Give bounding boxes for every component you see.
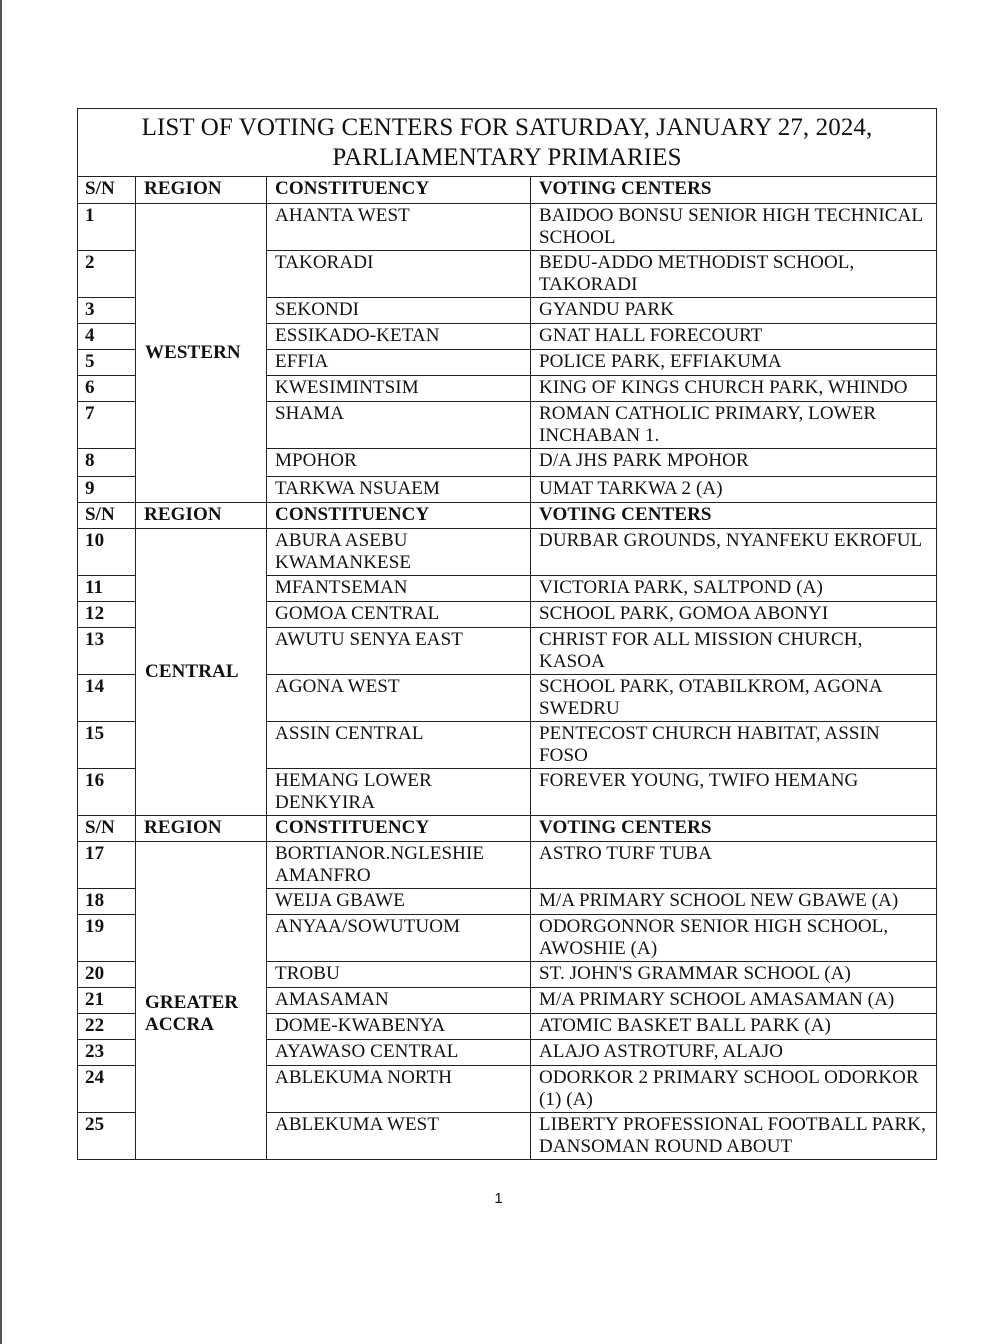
row-voting-center: M/A PRIMARY SCHOOL AMASAMAN (A) [531, 988, 937, 1014]
row-sn: 21 [78, 988, 136, 1014]
row-sn: 10 [78, 529, 136, 576]
row-constituency: ABURA ASEBU KWAMANKESE [267, 529, 531, 576]
row-constituency: TAKORADI [267, 251, 531, 298]
header-region: REGION [136, 177, 267, 204]
row-voting-center: SCHOOL PARK, GOMOA ABONYI [531, 602, 937, 628]
row-constituency: AWUTU SENYA EAST [267, 628, 531, 675]
row-voting-center: UMAT TARKWA 2 (A) [531, 477, 937, 503]
row-sn: 11 [78, 576, 136, 602]
table-body [78, 109, 937, 1160]
row-sn: 3 [78, 298, 136, 324]
row-sn: 22 [78, 1014, 136, 1040]
region-western: WESTERN [136, 204, 267, 503]
row-constituency: GOMOA CENTRAL [267, 602, 531, 628]
page-left-edge [0, 0, 2, 1344]
row-sn: 14 [78, 675, 136, 722]
title-row [78, 109, 937, 177]
row-sn: 2 [78, 251, 136, 298]
page-number: 1 [494, 1190, 503, 1207]
row-sn: 24 [78, 1066, 136, 1113]
row-constituency: SHAMA [267, 402, 531, 449]
header-region: REGION [136, 816, 267, 842]
header-sn: S/N [78, 816, 136, 842]
header-constituency: CONSTITUENCY [267, 177, 531, 204]
row-constituency: ASSIN CENTRAL [267, 722, 531, 769]
row-voting-center: SCHOOL PARK, OTABILKROM, AGONA SWEDRU [531, 675, 937, 722]
row-sn: 13 [78, 628, 136, 675]
row-voting-center: DURBAR GROUNDS, NYANFEKU EKROFUL [531, 529, 937, 576]
row-voting-center: ATOMIC BASKET BALL PARK (A) [531, 1014, 937, 1040]
row-constituency: AGONA WEST [267, 675, 531, 722]
row-sn: 9 [78, 477, 136, 503]
row-constituency: MFANTSEMAN [267, 576, 531, 602]
row-constituency: MPOHOR [267, 449, 531, 477]
row-voting-center: KING OF KINGS CHURCH PARK, WHINDO [531, 376, 937, 402]
row-voting-center: ASTRO TURF TUBA [531, 842, 937, 889]
row-constituency: BORTIANOR.NGLESHIE AMANFRO [267, 842, 531, 889]
table-row [78, 529, 937, 576]
header-row [78, 816, 937, 842]
row-constituency: ABLEKUMA NORTH [267, 1066, 531, 1113]
row-voting-center: ST. JOHN'S GRAMMAR SCHOOL (A) [531, 962, 937, 988]
row-constituency: HEMANG LOWER DENKYIRA [267, 769, 531, 816]
header-constituency: CONSTITUENCY [267, 503, 531, 529]
region-greater-accra: GREATER ACCRA [136, 842, 267, 1160]
row-constituency: ANYAA/SOWUTUOM [267, 915, 531, 962]
row-voting-center: PENTECOST CHURCH HABITAT, ASSIN FOSO [531, 722, 937, 769]
row-sn: 5 [78, 350, 136, 376]
row-constituency: TARKWA NSUAEM [267, 477, 531, 503]
header-sn: S/N [78, 503, 136, 529]
row-constituency: TROBU [267, 962, 531, 988]
row-voting-center: VICTORIA PARK, SALTPOND (A) [531, 576, 937, 602]
header-region: REGION [136, 503, 267, 529]
row-voting-center: D/A JHS PARK MPOHOR [531, 449, 937, 477]
row-voting-center: ROMAN CATHOLIC PRIMARY, LOWER INCHABAN 1. [531, 402, 937, 449]
row-sn: 4 [78, 324, 136, 350]
row-voting-center: LIBERTY PROFESSIONAL FOOTBALL PARK, DANSOMAN ROUND ABOUT [531, 1113, 937, 1160]
row-constituency: AMASAMAN [267, 988, 531, 1014]
header-voting-centers: VOTING CENTERS [531, 816, 937, 842]
row-constituency: AHANTA WEST [267, 204, 531, 251]
row-constituency: EFFIA [267, 350, 531, 376]
row-sn: 18 [78, 889, 136, 915]
row-voting-center: FOREVER YOUNG, TWIFO HEMANG [531, 769, 937, 816]
title-line-1: LIST OF VOTING CENTERS FOR SATURDAY, JANUARY 27, 2024, [141, 114, 873, 141]
document-title [78, 109, 937, 177]
row-voting-center: BEDU-ADDO METHODIST SCHOOL, TAKORADI [531, 251, 937, 298]
voting-centers-table [77, 108, 937, 1160]
row-voting-center: BAIDOO BONSU SENIOR HIGH TECHNICAL SCHOOL [531, 204, 937, 251]
row-constituency: ESSIKADO-KETAN [267, 324, 531, 350]
row-sn: 6 [78, 376, 136, 402]
row-sn: 8 [78, 449, 136, 477]
row-voting-center: GNAT HALL FORECOURT [531, 324, 937, 350]
row-sn: 25 [78, 1113, 136, 1160]
region-central: CENTRAL [136, 529, 267, 816]
row-voting-center: ALAJO ASTROTURF, ALAJO [531, 1040, 937, 1066]
row-sn: 19 [78, 915, 136, 962]
row-voting-center: GYANDU PARK [531, 298, 937, 324]
row-constituency: SEKONDI [267, 298, 531, 324]
row-voting-center: CHRIST FOR ALL MISSION CHURCH, KASOA [531, 628, 937, 675]
table-row [78, 204, 937, 251]
header-row [78, 503, 937, 529]
row-constituency: ABLEKUMA WEST [267, 1113, 531, 1160]
row-sn: 1 [78, 204, 136, 251]
row-sn: 12 [78, 602, 136, 628]
row-sn: 17 [78, 842, 136, 889]
row-constituency: WEIJA GBAWE [267, 889, 531, 915]
row-constituency: KWESIMINTSIM [267, 376, 531, 402]
row-voting-center: POLICE PARK, EFFIAKUMA [531, 350, 937, 376]
header-voting-centers: VOTING CENTERS [531, 177, 937, 204]
header-sn: S/N [78, 177, 136, 204]
row-sn: 20 [78, 962, 136, 988]
row-sn: 7 [78, 402, 136, 449]
row-sn: 16 [78, 769, 136, 816]
title-line-2: PARLIAMENTARY PRIMARIES [332, 144, 682, 171]
header-constituency: CONSTITUENCY [267, 816, 531, 842]
header-voting-centers: VOTING CENTERS [531, 503, 937, 529]
header-row [78, 177, 937, 204]
row-constituency: DOME-KWABENYA [267, 1014, 531, 1040]
row-voting-center: ODORKOR 2 PRIMARY SCHOOL ODORKOR (1) (A) [531, 1066, 937, 1113]
row-sn: 23 [78, 1040, 136, 1066]
table-row [78, 842, 937, 889]
row-voting-center: M/A PRIMARY SCHOOL NEW GBAWE (A) [531, 889, 937, 915]
row-voting-center: ODORGONNOR SENIOR HIGH SCHOOL, AWOSHIE (A) [531, 915, 937, 962]
row-sn: 15 [78, 722, 136, 769]
row-constituency: AYAWASO CENTRAL [267, 1040, 531, 1066]
